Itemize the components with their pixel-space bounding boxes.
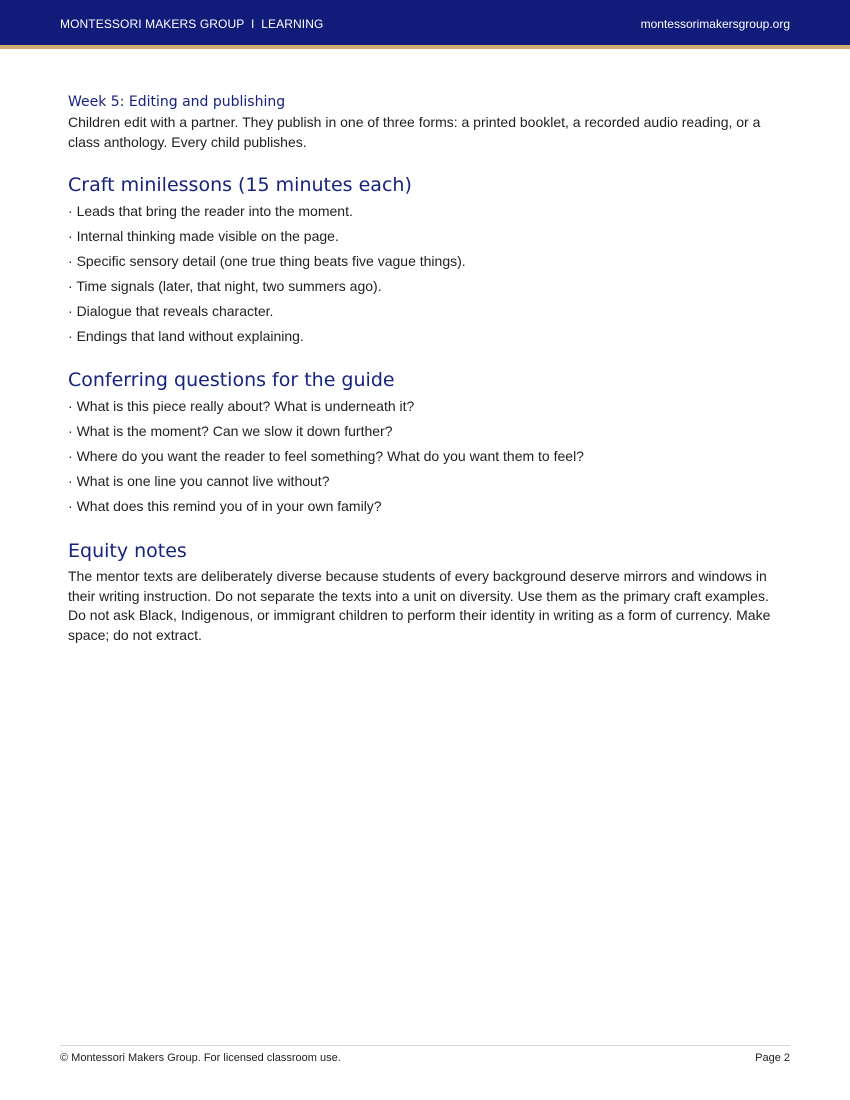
bullet: · xyxy=(68,253,73,269)
bullet: · xyxy=(68,203,73,219)
list-item xyxy=(68,224,788,249)
list-item-text: Leads that bring the reader into the moment. xyxy=(76,203,353,219)
list-item-text: Internal thinking made visible on the page. xyxy=(76,228,339,244)
conferring-list xyxy=(68,394,788,519)
page-number: Page 2 xyxy=(755,1052,790,1064)
list-item xyxy=(68,274,788,299)
list-item-text: Specific sensory detail (one true thing beats five vague things). xyxy=(76,253,466,269)
craft-section xyxy=(68,173,788,349)
bullet: · xyxy=(68,228,73,244)
bullet: · xyxy=(68,498,73,514)
bullet: · xyxy=(68,448,73,464)
list-item xyxy=(68,444,788,469)
list-item xyxy=(68,324,788,349)
list-item-text: What is one line you cannot live without? xyxy=(76,473,330,489)
week5-body: Children edit with a partner. They publish in one of three forms: a printed booklet, a recorded audio reading, or a class anthology. Every child publishes. xyxy=(68,114,761,150)
list-item xyxy=(68,249,788,274)
bullet: · xyxy=(68,303,73,319)
craft-title: Craft minilessons (15 minutes each) xyxy=(68,174,412,196)
list-item xyxy=(68,394,788,419)
list-item-text: Endings that land without explaining. xyxy=(76,328,304,344)
list-item xyxy=(68,469,788,494)
bullet: · xyxy=(68,473,73,489)
page-content xyxy=(68,93,788,645)
list-item xyxy=(68,199,788,224)
list-item xyxy=(68,419,788,444)
craft-list xyxy=(68,199,788,349)
header-site-url[interactable]: montessorimakersgroup.org xyxy=(640,17,790,31)
list-item-text: What does this remind you of in your own family? xyxy=(76,498,382,514)
bullet: · xyxy=(68,278,73,294)
page-header xyxy=(0,0,850,49)
list-item-text: What is the moment? Can we slow it down further? xyxy=(76,423,393,439)
conferring-section xyxy=(68,368,788,519)
footer-copyright: © Montessori Makers Group. For licensed classroom use. xyxy=(60,1052,341,1064)
bullet: · xyxy=(68,423,73,439)
list-item-text: What is this piece really about? What is underneath it? xyxy=(76,398,415,414)
list-item xyxy=(68,299,788,324)
week5-title: Week 5: Editing and publishing xyxy=(68,94,286,110)
bullet: · xyxy=(68,328,73,344)
conferring-title: Conferring questions for the guide xyxy=(68,369,395,391)
bullet: · xyxy=(68,398,73,414)
equity-section xyxy=(68,539,788,645)
footer-divider xyxy=(60,1045,790,1046)
list-item-text: Where do you want the reader to feel something? What do you want them to feel? xyxy=(76,448,584,464)
list-item-text: Time signals (later, that night, two summers ago). xyxy=(76,278,382,294)
equity-body: The mentor texts are deliberately diverse because students of every background deserve mirrors and windows in their writing instruction. Do not separate the texts into a unit on diversity. Use them as the primary craft examples. Do not ask Black, Indigenous, or immigrant children to perform their identity in writing as a form of currency. Make space; do not extract. xyxy=(68,568,771,643)
list-item-text: Dialogue that reveals character. xyxy=(76,303,274,319)
equity-title: Equity notes xyxy=(68,540,187,562)
week5-section xyxy=(68,93,788,152)
header-brand: MONTESSORI MAKERS GROUP I LEARNING xyxy=(60,17,324,31)
list-item xyxy=(68,494,788,519)
